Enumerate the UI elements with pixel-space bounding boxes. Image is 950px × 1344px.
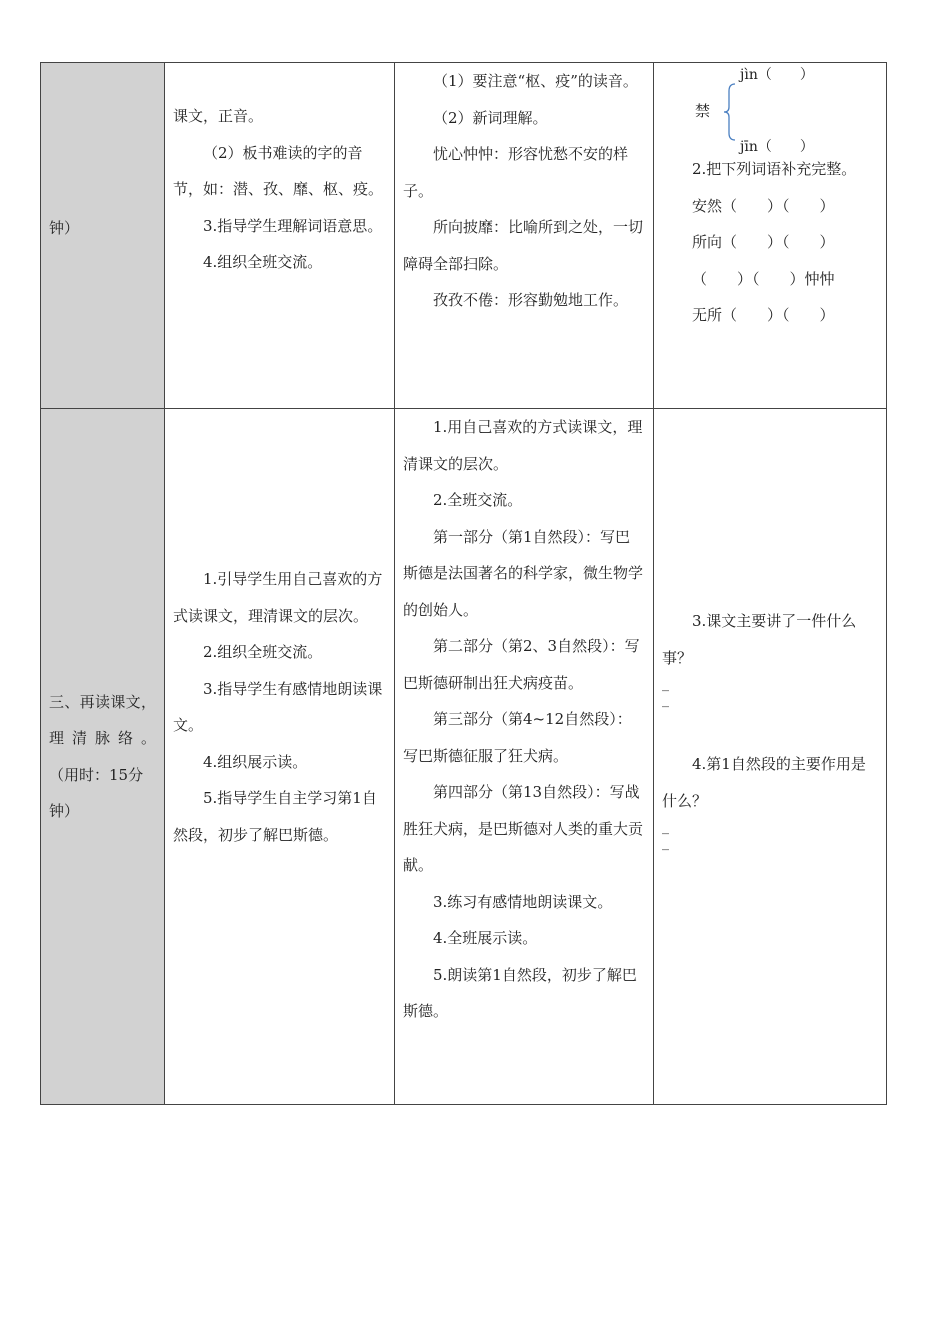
student-step: 第一部分（第1自然段）：写巴斯德是法国著名的科学家，微生物学的创始人。 bbox=[403, 527, 644, 619]
teacher-step: 4.组织全班交流。 bbox=[203, 253, 323, 271]
phase-time: （用时：15分钟） bbox=[49, 765, 144, 820]
teacher-step: 1.引导学生用自己喜欢的方式读课文，理清课文的层次。 bbox=[173, 570, 383, 625]
student-activity-cell bbox=[395, 409, 654, 1105]
student-step: 第二部分（第2、3自然段）：写巴斯德研制出狂犬病疫苗。 bbox=[403, 637, 640, 692]
pinyin-bottom: jīn（ ） bbox=[740, 139, 814, 155]
pinyin-top: jìn（ ） bbox=[740, 67, 814, 83]
teacher-step: 5.指导学生自主学习第1自然段，初步了解巴斯德。 bbox=[173, 789, 377, 844]
answer-blank[interactable]: _ bbox=[662, 676, 669, 692]
student-step: 忧心忡忡：形容忧愁不安的样子。 bbox=[403, 145, 629, 200]
lesson-plan-table bbox=[40, 62, 887, 1105]
table-row bbox=[41, 63, 887, 409]
polyphonic-char: 禁 bbox=[695, 102, 711, 120]
exercise-question: 3.课文主要讲了一件什么事？ bbox=[662, 612, 857, 667]
phase-title: 三、再读课文，理清脉络。 bbox=[49, 692, 156, 747]
teacher-step: （2）板书难读的字的音节，如：潜、孜、靡、枢、疫。 bbox=[173, 143, 384, 198]
student-step: 5.朗读第1自然段，初步了解巴斯德。 bbox=[403, 965, 637, 1020]
student-activity-cell bbox=[395, 63, 654, 409]
teacher-step: 4.组织展示读。 bbox=[203, 752, 308, 771]
teacher-activity-cell bbox=[165, 63, 395, 409]
brace-icon bbox=[722, 83, 736, 141]
teacher-step: 3.指导学生有感情地朗读课文。 bbox=[173, 679, 383, 734]
teacher-step: 课文，正音。 bbox=[173, 107, 264, 125]
phase-cell bbox=[41, 63, 165, 409]
student-step: （1）要注意“枢、疫”的读音。 bbox=[433, 72, 638, 90]
student-step: 第四部分（第13自然段）：写战胜狂犬病，是巴斯德对人类的重大贡献。 bbox=[403, 783, 644, 874]
answer-blank[interactable]: _ bbox=[662, 819, 669, 835]
student-step: 1.用自己喜欢的方式读课文，理清课文的层次。 bbox=[403, 418, 643, 473]
exercise-cell bbox=[654, 63, 887, 409]
student-step: 孜孜不倦：形容勤勉地工作。 bbox=[433, 291, 629, 309]
fill-blank-item: 所向（ ）（ ） bbox=[692, 233, 835, 251]
exercise-question: 4.第1自然段的主要作用是什么？ bbox=[662, 755, 866, 810]
student-step: 3.练习有感情地朗读课文。 bbox=[433, 892, 613, 911]
phase-cell bbox=[41, 409, 165, 1105]
pinyin-exercise bbox=[662, 63, 878, 155]
teacher-step: 3.指导学生理解词语意思。 bbox=[203, 216, 383, 235]
table-row bbox=[41, 409, 887, 1105]
answer-blank[interactable]: _ bbox=[662, 835, 669, 851]
student-step: 第三部分（第4~12自然段）：写巴斯德征服了狂犬病。 bbox=[403, 710, 632, 765]
exercise-question: 2.把下列词语补充完整。 bbox=[692, 160, 857, 178]
student-step: （2）新词理解。 bbox=[433, 108, 548, 127]
exercise-cell bbox=[654, 409, 887, 1105]
fill-blank-item: 无所（ ）（ ） bbox=[692, 306, 835, 324]
answer-blank[interactable]: _ bbox=[662, 692, 669, 708]
teacher-step: 2.组织全班交流。 bbox=[203, 643, 323, 661]
fill-blank-item: （ ）（ ）忡忡 bbox=[692, 269, 835, 288]
student-step: 4.全班展示读。 bbox=[433, 929, 538, 947]
teacher-activity-cell bbox=[165, 409, 395, 1105]
fill-blank-item: 安然（ ）（ ） bbox=[692, 196, 835, 215]
phase-label: 钟） bbox=[49, 219, 80, 237]
student-step: 所向披靡：比喻所到之处，一切障碍全部扫除。 bbox=[403, 218, 644, 273]
student-step: 2.全班交流。 bbox=[433, 491, 523, 509]
